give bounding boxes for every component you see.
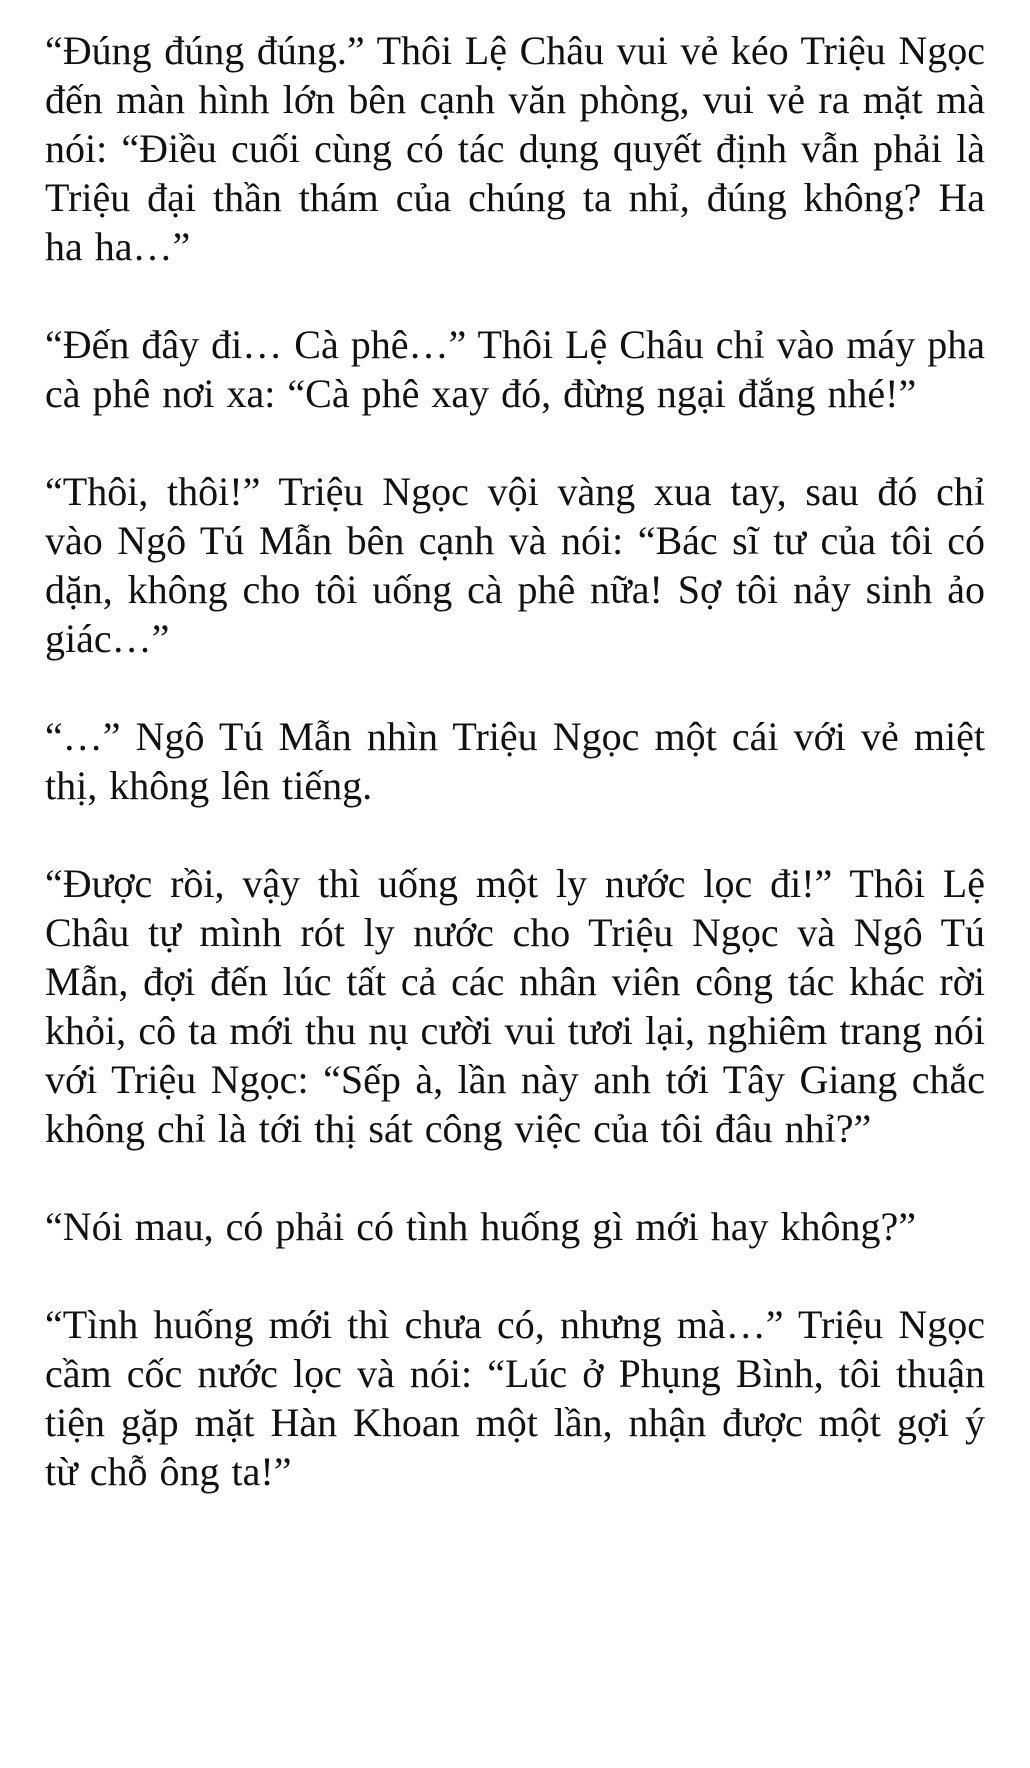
paragraph-1: “Đúng đúng đúng.” Thôi Lệ Châu vui vẻ kéo Triệu Ngọc đến màn hình lớn bên cạnh văn phòng, vui vẻ ra mặt mà nói: “Điều cuối cùng có tác dụng quyết định vẫn phải là Triệu đại thần thám của chúng ta nhỉ, đúng không? Ha ha ha…” — [45, 28, 985, 269]
paragraph-2: “Đến đây đi… Cà phê…” Thôi Lệ Châu chỉ vào máy pha cà phê nơi xa: “Cà phê xay đó, đừng ngại đắng nhé!” — [45, 322, 985, 416]
paragraph-4: “…” Ngô Tú Mẫn nhìn Triệu Ngọc một cái với vẻ miệt thị, không lên tiếng. — [45, 714, 985, 808]
paragraph-7: “Tình huống mới thì chưa có, nhưng mà…” Triệu Ngọc cầm cốc nước lọc và nói: “Lúc ở Phụng Bình, tôi thuận tiện gặp mặt Hàn Khoan một lần, nhận được một gợi ý từ chỗ ông ta!” — [45, 1302, 985, 1494]
paragraph-3: “Thôi, thôi!” Triệu Ngọc vội vàng xua tay, sau đó chỉ vào Ngô Tú Mẫn bên cạnh và nói: “Bác sĩ tư của tôi có dặn, không cho tôi uống cà phê nữa! Sợ tôi nảy sinh ảo giác…” — [45, 469, 985, 661]
paragraph-6: “Nói mau, có phải có tình huống gì mới hay không?” — [45, 1204, 916, 1249]
paragraph-5: “Được rồi, vậy thì uống một ly nước lọc đi!” Thôi Lệ Châu tự mình rót ly nước cho Triệu Ngọc và Ngô Tú Mẫn, đợi đến lúc tất cả các nhân viên công tác khác rời khỏi, cô ta mới thu nụ cười vui tươi lại, nghiêm trang nói với Triệu Ngọc: “Sếp à, lần này anh tới Tây Giang chắc không chỉ là tới thị sát công việc của tôi đâu nhỉ?” — [45, 861, 985, 1151]
